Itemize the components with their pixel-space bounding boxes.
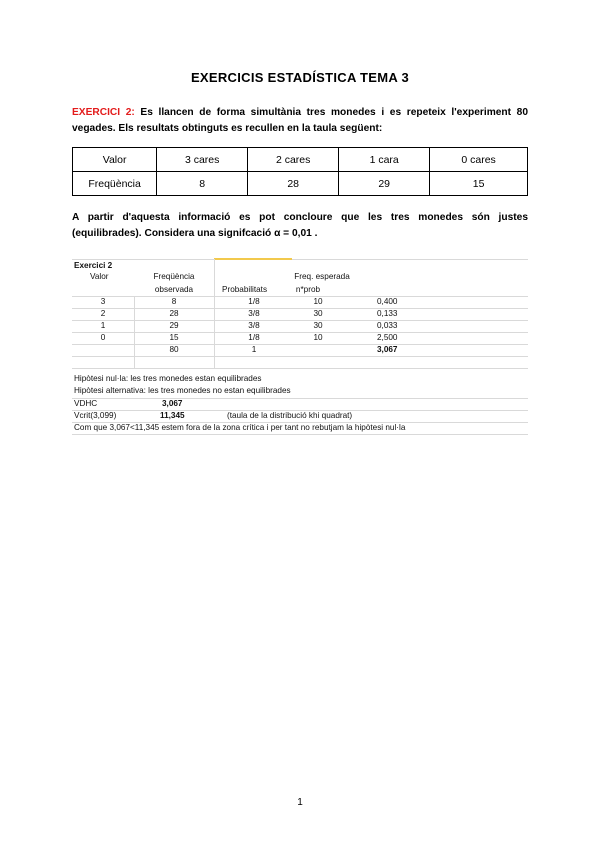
vdhc-value: 3,067 <box>162 399 183 408</box>
total-chi: 3,067 <box>377 345 398 354</box>
total-obs: 80 <box>169 345 179 354</box>
alternative-hypothesis: Hipòtesi alternativa: les tres monedes no estan equilibrades <box>74 386 291 395</box>
cell-expected: 10 <box>313 297 323 306</box>
conclusion-paragraph: A partir d'aquesta informació es pot concloure que les tres monedes són justes (equilibrades). Considera una signifcació α = 0,01 . <box>72 212 528 239</box>
table-row <box>73 172 528 196</box>
vcrit-note: (taula de la distribució khi quadrat) <box>227 411 353 420</box>
grid-line <box>72 368 528 369</box>
col-header-freq-sub: observada <box>154 285 194 294</box>
cell-valor: 2 <box>100 309 106 318</box>
cell-chi: 0,133 <box>377 309 398 318</box>
null-hypothesis: Hipòtesi nul·la: les tres monedes estan equilibrades <box>74 374 262 383</box>
cell-prob: 3/8 <box>248 321 260 330</box>
cell-expected: 30 <box>313 309 323 318</box>
table-cell: 8 <box>157 172 248 196</box>
grid-line <box>134 296 135 368</box>
cell-obs: 28 <box>169 309 179 318</box>
table-cell: 1 cara <box>339 148 430 172</box>
exercise-text: Es llancen de forma simultània tres monedes i es repeteix l'experiment 80 vegades. Els resultats obtinguts es recullen en la taula següent: <box>72 107 528 134</box>
exercise-statement <box>72 105 528 137</box>
vcrit-label: Vcrit(3,099) <box>74 411 117 420</box>
cell-prob: 1/8 <box>248 297 260 306</box>
cell-expected: 10 <box>313 333 323 342</box>
col-header-expected: Freq. esperada <box>294 272 350 281</box>
col-header-expected-sub: n*prob <box>295 285 321 294</box>
table-cell: Valor <box>73 148 157 172</box>
col-header-valor: Valor <box>90 272 109 281</box>
vcrit-value: 11,345 <box>160 411 185 420</box>
cell-chi: 0,033 <box>377 321 398 330</box>
grid-line <box>72 259 528 260</box>
grid-line <box>72 398 528 399</box>
spreadsheet-excerpt <box>72 259 528 444</box>
cell-valor: 1 <box>100 321 106 330</box>
table-cell: 3 cares <box>157 148 248 172</box>
cell-valor: 0 <box>100 333 106 342</box>
cell-obs: 8 <box>171 297 177 306</box>
cell-valor: 3 <box>100 297 106 306</box>
table-row <box>73 148 528 172</box>
table-cell: 15 <box>430 172 528 196</box>
selection-highlight <box>214 258 292 260</box>
cell-expected: 30 <box>313 321 323 330</box>
cell-prob: 1/8 <box>248 333 260 342</box>
col-header-prob: Probabilitats <box>222 285 268 294</box>
cell-chi: 2,500 <box>377 333 398 342</box>
cell-prob: 3/8 <box>248 309 260 318</box>
table-cell: Freqüència <box>73 172 157 196</box>
cell-obs: 15 <box>169 333 179 342</box>
page-title: EXERCICIS ESTADÍSTICA TEMA 3 <box>190 70 410 85</box>
table-cell: 2 cares <box>248 148 339 172</box>
table-cell: 28 <box>248 172 339 196</box>
col-header-freq: Freqüència <box>153 272 195 281</box>
grid-line <box>72 356 528 357</box>
final-conclusion: Com que 3,067<11,345 estem fora de la zona crítica i per tant no rebutjam la hipòtesi nul·la <box>74 423 406 432</box>
vdhc-label: VDHC <box>74 399 98 408</box>
exercise-label: EXERCICI 2: <box>72 107 135 118</box>
grid-line <box>72 434 528 435</box>
frequency-table <box>72 147 528 196</box>
cell-chi: 0,400 <box>377 297 398 306</box>
cell-obs: 29 <box>169 321 179 330</box>
table-cell: 29 <box>339 172 430 196</box>
table-cell: 0 cares <box>430 148 528 172</box>
page-number: 1 <box>297 797 303 808</box>
total-prob: 1 <box>251 345 257 354</box>
sheet-title: Exercici 2 <box>74 261 113 270</box>
